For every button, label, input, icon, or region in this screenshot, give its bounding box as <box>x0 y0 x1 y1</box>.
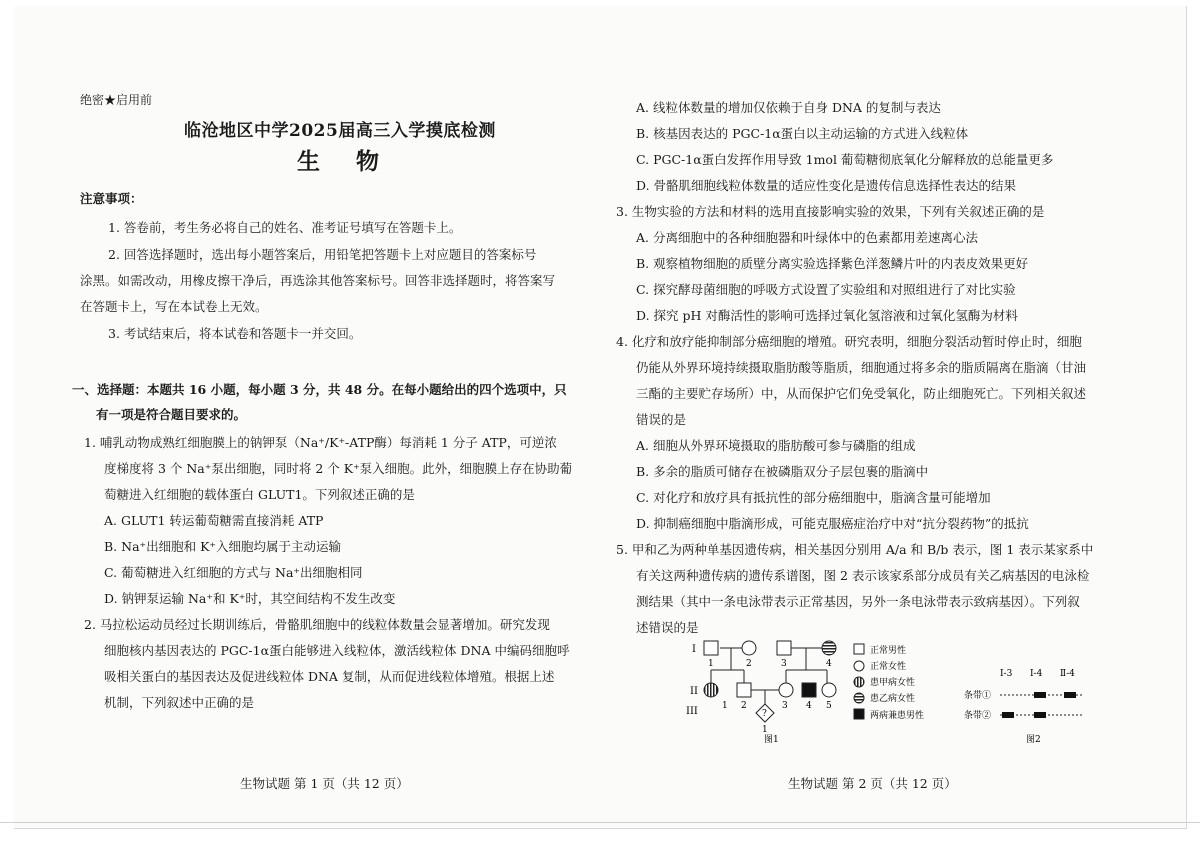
q5-stem-line-1: 5. 甲和乙为两种单基因遗传病，相关基因分别用 A/a 和 B/b 表示，图 1 表示某家系中 <box>616 542 1094 557</box>
note-1: 1. 答卷前，考生务必将自己的姓名、准考证号填写在答题卡上。 <box>108 220 462 235</box>
subject-title: 生 物 <box>297 148 394 175</box>
q4-stem-line-4: 错误的是 <box>636 412 687 427</box>
gen-label-III: III <box>686 706 698 717</box>
legend-vstripe-circle-icon <box>854 677 864 687</box>
q1-option-c: C. 葡萄糖进入红细胞的方式与 Na⁺出细胞相同 <box>104 565 363 580</box>
pedigree-figure <box>674 636 964 746</box>
legend-normal-male: 正常男性 <box>870 646 907 656</box>
q4-stem-line-2: 仍能从外界环境持续摄取脂肪酸等脂质，细胞通过将多余的脂质隔离在脂滴（甘油 <box>636 360 1087 375</box>
q3-option-d: D. 探究 pH 对酶活性的影响可选择过氧化氢溶液和过氧化氢酶为材料 <box>636 308 1018 323</box>
pedigree-I4 <box>822 641 836 655</box>
q3-option-b: B. 观察植物细胞的质壁分离实验选择紫色洋葱鳞片叶的内表皮效果更好 <box>636 256 1029 271</box>
unknown-mark: ? <box>762 709 767 719</box>
gen-label-II: II <box>690 686 698 697</box>
pedigree-num: 3 <box>781 659 787 669</box>
q2-stem-line-1: 2. 马拉松运动员经过长期训练后，骨骼肌细胞中的线粒体数量会显著增加。研究发现 <box>84 617 550 632</box>
q5-stem-line-3: 测结果（其中一条电泳带表示正常基因，另外一条电泳带表示致病基因）。下列叙 <box>636 594 1080 609</box>
q1-option-b: B. Na⁺出细胞和 K⁺入细胞均属于主动运输 <box>104 539 342 554</box>
pedigree-II4 <box>802 683 816 697</box>
q1-stem-line-3: 萄糖进入红细胞的载体蛋白 GLUT1。下列叙述正确的是 <box>104 487 415 502</box>
notes-heading: 注意事项： <box>80 191 143 206</box>
pedigree-I3 <box>777 641 791 655</box>
q2-option-b: B. 核基因表达的 PGC-1α蛋白以主动运输的方式进入线粒体 <box>636 126 969 141</box>
q1-stem-line-2: 度梯度将 3 个 Na⁺泵出细胞，同时将 2 个 K⁺泵入细胞。此外，细胞膜上存在协助葡 <box>104 461 573 476</box>
pedigree-num: 1 <box>708 659 714 669</box>
pedigree-II1 <box>704 683 718 697</box>
legend-filled-square-icon <box>854 709 864 719</box>
q5-stem-line-4: 述错误的是 <box>636 620 699 635</box>
section-heading-line-1: 一、选择题：本题共 16 小题，每小题 3 分，共 48 分。在每小题给出的四个选项中，只 <box>72 382 567 397</box>
pedigree-II3 <box>779 683 793 697</box>
note-2-line-2: 涂黑。如需改动，用橡皮擦干净后，再选涂其他答案标号。回答非选择题时，将答案写 <box>80 273 556 288</box>
q4-option-d: D. 抑制癌细胞中脂滴形成，可能克服癌症治疗中对“抗分裂药物”的抵抗 <box>636 516 1029 531</box>
q4-option-b: B. 多余的脂质可储存在被磷脂双分子层包裹的脂滴中 <box>636 464 929 479</box>
q4-stem-line-3: 三酯的主要贮存场所）中，从而保护它们免受氧化，防止细胞死亡。下列相关叙述 <box>636 386 1087 401</box>
lane-label-I4: Ⅰ-4 <box>1030 669 1043 679</box>
gen-label-I: I <box>692 644 696 655</box>
band-I4-2 <box>1034 712 1046 718</box>
q4-stem-line-1: 4. 化疗和放疗能抑制部分癌细胞的增殖。研究表明，细胞分裂活动暂时停止时，细胞 <box>616 334 1082 349</box>
lane-label-II4: Ⅱ-4 <box>1060 669 1075 679</box>
note-2-line-1: 2. 回答选择题时，选出每小题答案后，用铅笔把答题卡上对应题目的答案标号 <box>108 247 537 262</box>
pedigree-num: 2 <box>746 659 752 669</box>
pedigree-num: 1 <box>762 725 768 735</box>
legend-circle-icon <box>854 661 864 671</box>
exam-title: 临沧地区中学2025届高三入学摸底检测 <box>184 121 496 141</box>
q2-option-d: D. 骨骼肌细胞线粒体数量的适应性变化是遗传信息选择性表达的结果 <box>636 178 1017 193</box>
pedigree-I1 <box>704 641 718 655</box>
pedigree-num: 4 <box>806 701 812 711</box>
confidential-mark: 绝密★启用前 <box>80 93 153 107</box>
note-2-line-3: 在答题卡上，写在本试卷上无效。 <box>80 299 268 314</box>
q2-stem-line-4: 机制，下列叙述中正确的是 <box>104 695 255 710</box>
electrophoresis-figure <box>964 666 1094 748</box>
pedigree-I2 <box>742 641 756 655</box>
q1-option-a: A. GLUT1 转运葡萄糖需直接消耗 ATP <box>104 513 324 528</box>
band-label-2: 条带② <box>964 711 992 721</box>
pedigree-II5 <box>822 683 836 697</box>
legend-both-male: 两病兼患男性 <box>870 711 925 721</box>
band-I4-1 <box>1034 692 1046 698</box>
legend-hstripe-circle-icon <box>854 693 864 703</box>
q4-option-a: A. 细胞从外界环境摄取的脂肪酸可参与磷脂的组成 <box>636 438 916 453</box>
pedigree-II2 <box>737 683 751 697</box>
q3-option-c: C. 探究酵母菌细胞的呼吸方式设置了实验组和对照组进行了对比实验 <box>636 282 1016 297</box>
legend-normal-female: 正常女性 <box>870 662 907 672</box>
page-bottom-edge <box>0 822 1200 823</box>
q4-option-c: C. 对化疗和放疗具有抵抗性的部分癌细胞中，脂滴含量可能增加 <box>636 490 991 505</box>
q2-option-a: A. 线粒体数量的增加仅依赖于自身 DNA 的复制与表达 <box>636 100 941 115</box>
pedigree-num: 1 <box>722 701 728 711</box>
band-I3-2 <box>1002 712 1014 718</box>
page-1-footer: 生物试题 第 1 页（共 12 页） <box>240 776 409 791</box>
legend-a-female: 患甲病女性 <box>870 678 916 688</box>
pedigree-num: 4 <box>826 659 832 669</box>
pedigree-num: 3 <box>782 701 788 711</box>
page-2-footer: 生物试题 第 2 页（共 12 页） <box>788 776 957 791</box>
q3-option-a: A. 分离细胞中的各种细胞器和叶绿体中的色素都用差速离心法 <box>636 230 978 245</box>
pedigree-num: 5 <box>826 701 832 711</box>
note-3: 3. 考试结束后，将本试卷和答题卡一并交回。 <box>108 326 362 341</box>
legend-b-female: 患乙病女性 <box>870 694 916 704</box>
q3-stem: 3. 生物实验的方法和材料的选用直接影响实验的效果，下列有关叙述正确的是 <box>616 204 1045 219</box>
figure2-caption: 图2 <box>1026 735 1041 745</box>
q1-option-d: D. 钠钾泵运输 Na⁺和 K⁺时，其空间结构不发生改变 <box>104 591 396 606</box>
section-heading-line-2: 有一项是符合题目要求的。 <box>96 407 247 422</box>
lane-label-I3: Ⅰ-3 <box>1000 669 1013 679</box>
figure1-caption: 图1 <box>764 735 779 745</box>
pedigree-num: 2 <box>741 701 747 711</box>
exam-sheet <box>14 6 1187 829</box>
band-label-1: 条带① <box>964 691 992 701</box>
q2-stem-line-3: 吸相关蛋白的基因表达及促进线粒体 DNA 复制，从而促进线粒体增殖。根据上述 <box>104 669 555 684</box>
q5-stem-line-2: 有关这两种遗传病的遗传系谱图，图 2 表示该家系部分成员有关乙病基因的电泳检 <box>636 568 1090 583</box>
band-II4-1 <box>1064 692 1076 698</box>
q2-stem-line-2: 细胞核内基因表达的 PGC-1α蛋白能够进入线粒体，激活线粒体 DNA 中编码细胞呼 <box>104 643 570 658</box>
q1-stem-line-1: 1. 哺乳动物成熟红细胞膜上的钠钾泵（Na⁺/K⁺-ATP酶）每消耗 1 分子 ATP，可逆浓 <box>84 435 557 450</box>
legend-square-icon <box>854 644 864 654</box>
q2-option-c: C. PGC-1α蛋白发挥作用导致 1mol 葡萄糖彻底氧化分解释放的总能量更多 <box>636 152 1054 167</box>
